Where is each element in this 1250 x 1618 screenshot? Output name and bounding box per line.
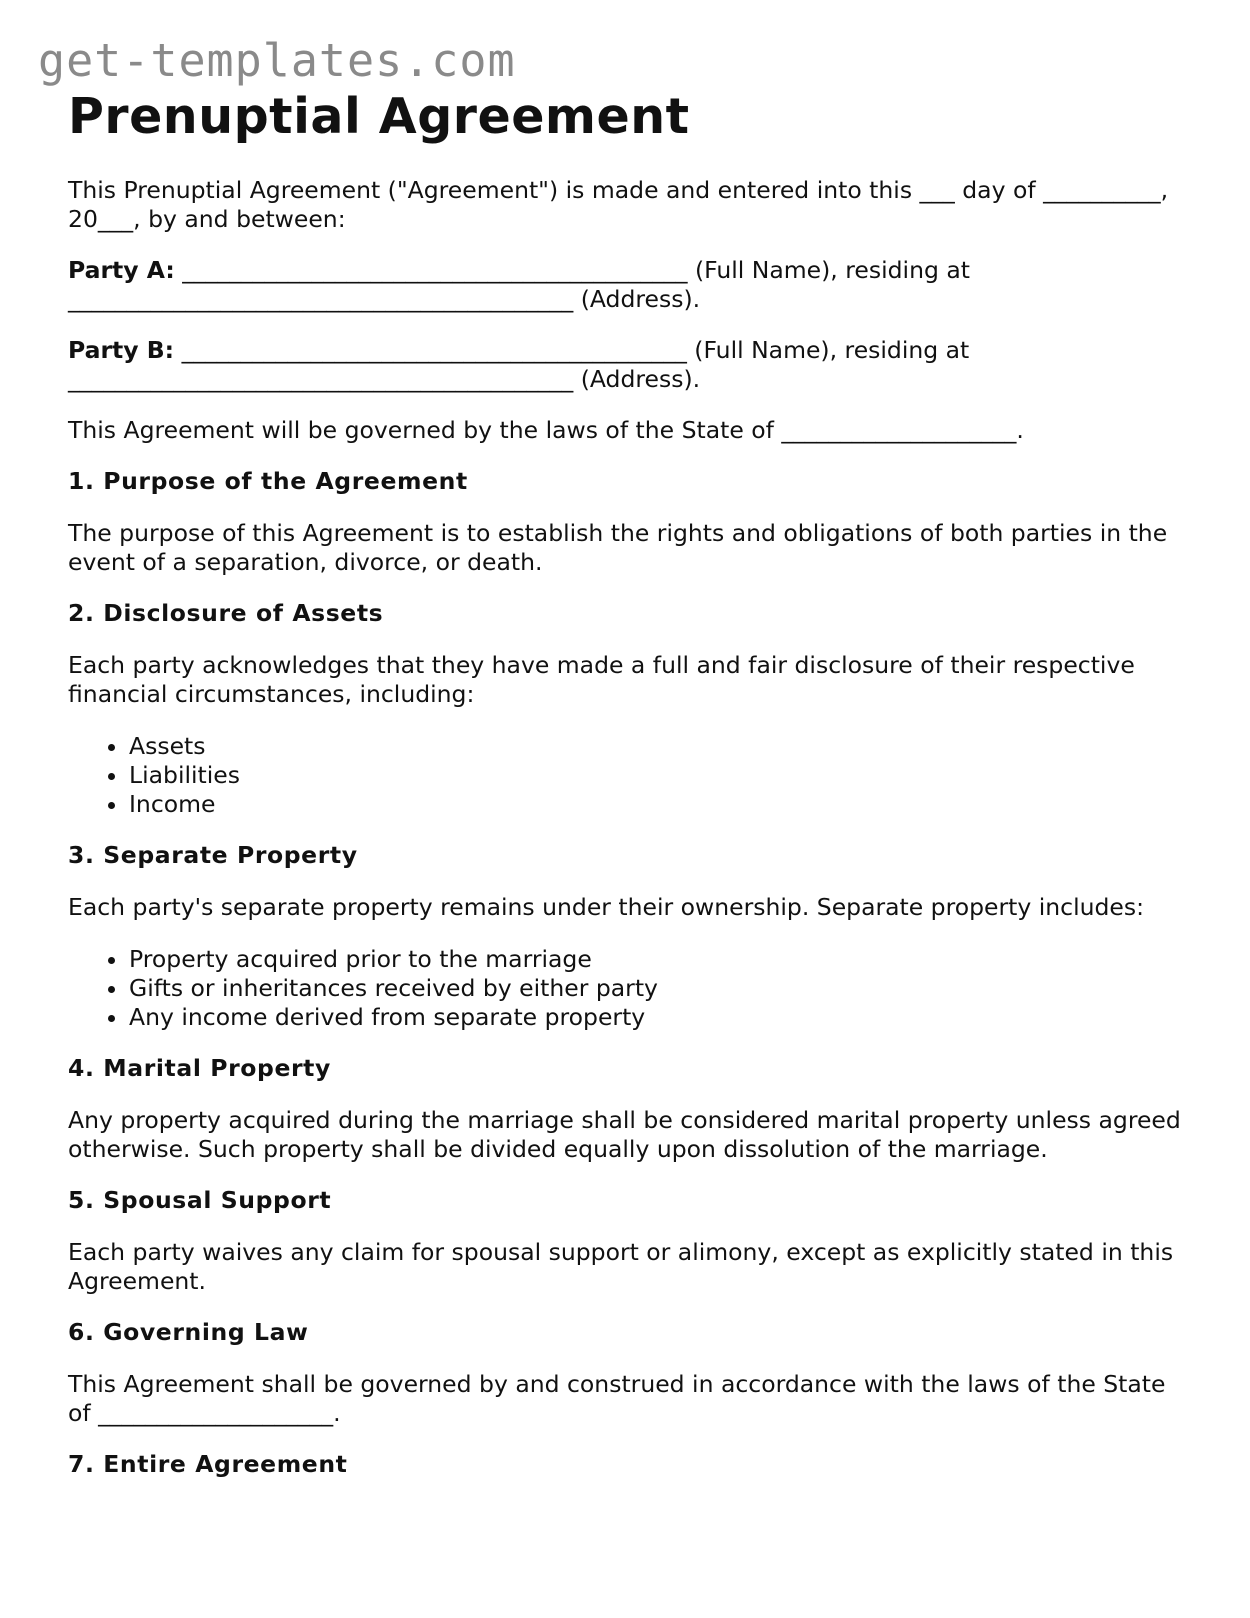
- section-heading-governing-law: 6. Governing Law: [68, 1318, 309, 1346]
- list-item: • Income: [129, 790, 1188, 819]
- document-title: Prenuptial Agreement: [68, 88, 690, 145]
- section-heading-purpose: 1. Purpose of the Agreement: [68, 467, 468, 495]
- governing-intro: This Agreement will be governed by the laws of the State of ____________________.: [68, 416, 1024, 444]
- section-body-marital-property: Any property acquired during the marriage shall be considered marital property unless agreed otherwise. Such property shall be divided equally upon dissolution of the marriage.: [68, 1106, 1181, 1163]
- section-body-separate-property: Each party's separate property remains under their ownership. Separate property includes:: [68, 893, 1145, 921]
- document-body: [68, 86, 1188, 1479]
- party-a-label: Party A:: [68, 256, 175, 284]
- list-item: • Liabilities: [129, 761, 1188, 790]
- party-a-line: [68, 256, 1188, 314]
- list-item: • Assets: [129, 732, 1188, 761]
- section-heading-spousal-support: 5. Spousal Support: [68, 1186, 332, 1214]
- party-a-text: ___________________________________________ (Full Name), residing at ___________________________________________ (Address).: [68, 256, 970, 313]
- section-body-disclosure: Each party acknowledges that they have made a full and fair disclosure of their respective financial circumstances, including:: [68, 651, 1135, 708]
- separate-property-list: [68, 945, 1188, 1032]
- intro-paragraph: This Prenuptial Agreement ("Agreement") is made and entered into this ___ day of __________, 20___, by and between:: [68, 176, 1169, 233]
- section-body-governing-law: This Agreement shall be governed by and construed in accordance with the laws of the State of ____________________.: [68, 1370, 1166, 1427]
- section-heading-entire-agreement: 7. Entire Agreement: [68, 1450, 348, 1478]
- watermark: get-templates.com: [38, 34, 516, 87]
- section-heading-disclosure: 2. Disclosure of Assets: [68, 599, 384, 627]
- party-b-line: [68, 336, 1188, 394]
- section-heading-separate-property: 3. Separate Property: [68, 841, 358, 869]
- section-body-spousal-support: Each party waives any claim for spousal support or alimony, except as explicitly stated in this Agreement.: [68, 1238, 1174, 1295]
- section-heading-marital-property: 4. Marital Property: [68, 1054, 331, 1082]
- list-item: • Property acquired prior to the marriage: [129, 945, 1188, 974]
- list-item: • Gifts or inheritances received by either party: [129, 974, 1188, 1003]
- list-item: • Any income derived from separate property: [129, 1003, 1188, 1032]
- section-body-purpose: The purpose of this Agreement is to establish the rights and obligations of both parties in the event of a separation, divorce, or death.: [68, 519, 1168, 576]
- party-b-text: ___________________________________________ (Full Name), residing at ___________________________________________ (Address).: [68, 336, 970, 393]
- disclosure-list: [68, 732, 1188, 819]
- party-b-label: Party B:: [68, 336, 175, 364]
